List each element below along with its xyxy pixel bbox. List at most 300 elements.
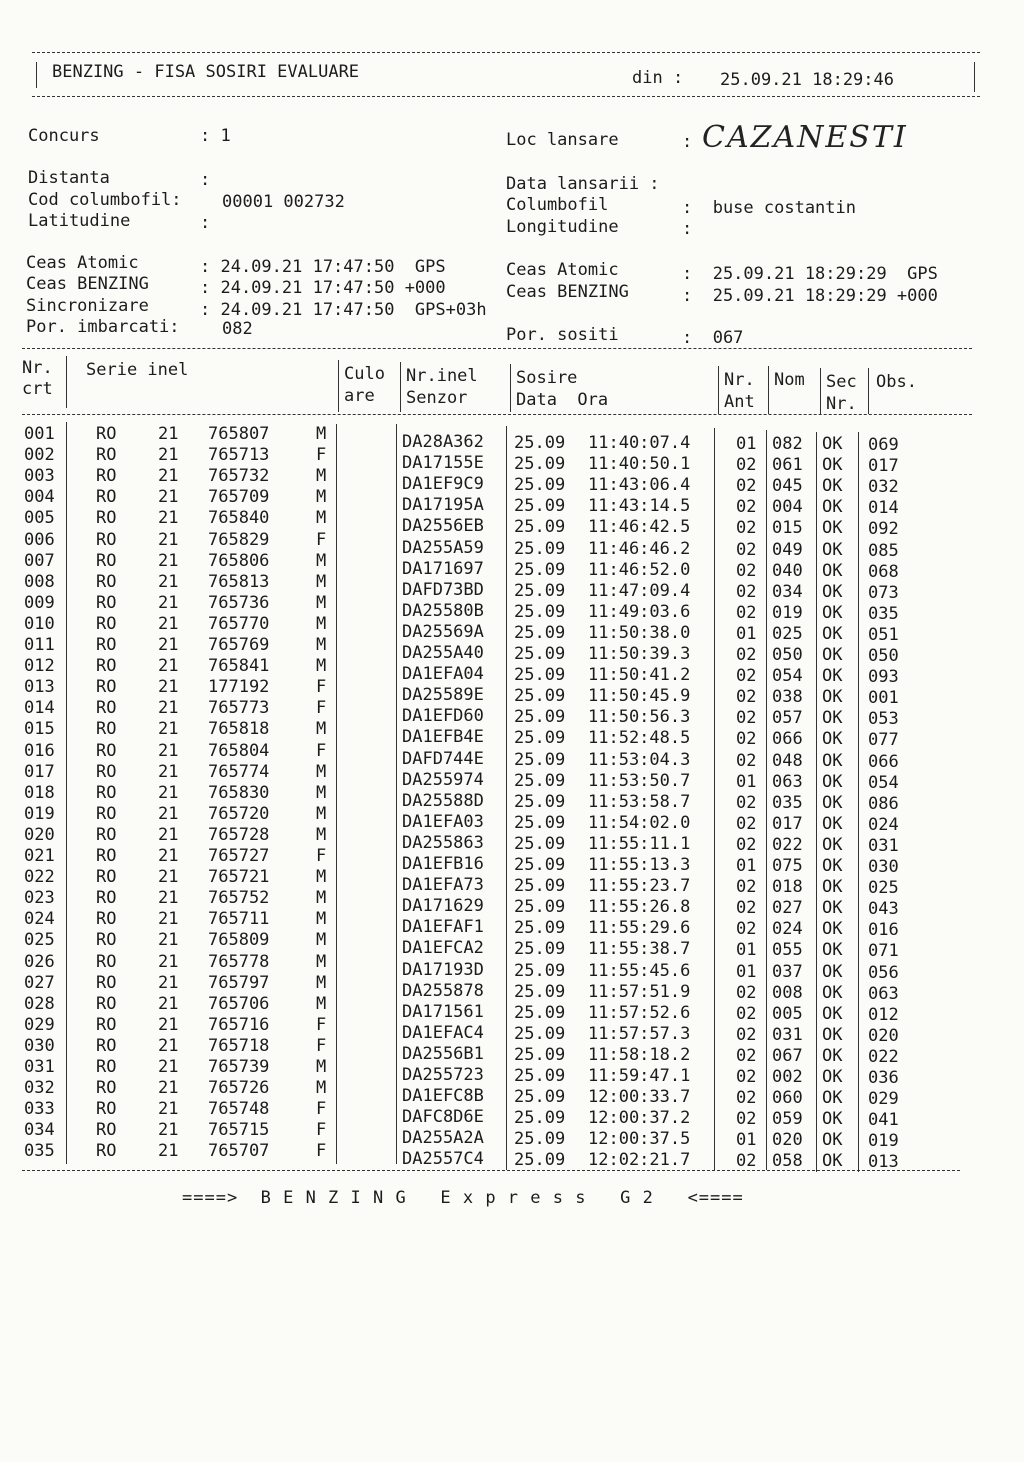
row-sex: M xyxy=(316,592,327,613)
row-nr: 022 xyxy=(24,867,55,888)
row-ora: 11:46:46.2 xyxy=(588,538,691,559)
row-nom: 057 xyxy=(772,708,803,729)
row-data: 25.09 xyxy=(514,454,566,475)
row-senzor: DA1EFAF1 xyxy=(402,917,484,938)
row-sec: OK xyxy=(822,940,843,961)
row-data: 25.09 xyxy=(514,918,566,939)
row-nom: 040 xyxy=(772,560,803,581)
row-inel: 765709 xyxy=(208,487,270,508)
row-ora: 11:47:09.4 xyxy=(588,580,691,601)
row-an: 21 xyxy=(158,824,179,845)
row-sex: M xyxy=(316,550,327,571)
row-tara: RO xyxy=(96,698,117,719)
row-tara: RO xyxy=(96,993,117,1014)
row-nr: 023 xyxy=(24,888,55,909)
row-sex: M xyxy=(316,951,327,972)
col-sep-culoare xyxy=(400,362,401,412)
row-an: 21 xyxy=(158,1078,179,1099)
ceas-atomic-left-value: : 24.09.21 17:47:50 GPS xyxy=(200,257,446,277)
row-ant: 02 xyxy=(736,982,757,1003)
row-an: 21 xyxy=(158,445,179,466)
row-obs: 025 xyxy=(868,878,899,899)
row-ora: 11:53:58.7 xyxy=(588,791,691,812)
table-row xyxy=(0,846,1024,877)
distanta-label: Distanta xyxy=(28,168,110,188)
columbofil-value: : buse costantin xyxy=(682,198,856,218)
row-senzor: DA1EFA73 xyxy=(402,875,484,896)
row-an: 21 xyxy=(158,951,179,972)
title-right-border xyxy=(974,62,975,92)
row-obs: 001 xyxy=(868,688,899,709)
row-data: 25.09 xyxy=(514,707,566,728)
row-tara: RO xyxy=(96,677,117,698)
row-senzor: DA25588D xyxy=(402,790,484,811)
row-nom: 027 xyxy=(772,898,803,919)
row-sex: M xyxy=(316,824,327,845)
row-nr: 030 xyxy=(24,1035,55,1056)
row-tara: RO xyxy=(96,529,117,550)
row-nr: 004 xyxy=(24,487,55,508)
row-tara: RO xyxy=(96,972,117,993)
row-ora: 11:40:50.1 xyxy=(588,454,691,475)
row-nom: 075 xyxy=(772,856,803,876)
row-an: 21 xyxy=(158,424,179,444)
row-tara: RO xyxy=(96,613,117,634)
col-sep-senzor xyxy=(510,364,511,412)
row-inel: 765769 xyxy=(208,635,270,655)
row-nr: 016 xyxy=(24,740,55,761)
row-nom: 008 xyxy=(772,982,803,1003)
row-nr: 012 xyxy=(24,656,55,677)
row-nr: 018 xyxy=(24,782,55,803)
row-senzor: DA171561 xyxy=(402,1001,484,1022)
row-sex: M xyxy=(316,613,327,634)
ceas-benzing-left-label: Ceas BENZING xyxy=(26,274,149,294)
row-sec: OK xyxy=(822,518,843,539)
row-nr: 011 xyxy=(24,635,55,655)
row-data: 25.09 xyxy=(514,855,566,875)
row-ant: 02 xyxy=(736,666,757,687)
title-bottom-rule xyxy=(32,96,980,97)
row-sec: OK xyxy=(822,476,843,497)
row-tara: RO xyxy=(96,740,117,761)
row-nom: 060 xyxy=(772,1088,803,1109)
row-sec: OK xyxy=(822,898,843,919)
row-sex: M xyxy=(316,487,327,508)
row-ora: 11:55:13.3 xyxy=(588,855,691,875)
row-ora: 11:53:04.3 xyxy=(588,749,691,770)
row-sex: F xyxy=(316,698,327,719)
por-imbarcati-label: Por. imbarcati: xyxy=(26,317,180,337)
row-nom: 002 xyxy=(772,1067,803,1087)
row-ant: 02 xyxy=(736,1003,757,1024)
latitudine-value: : xyxy=(200,213,211,233)
row-ant: 02 xyxy=(736,560,757,581)
row-nr: 014 xyxy=(24,698,55,719)
row-nom: 066 xyxy=(772,729,803,750)
din-value: 25.09.21 18:29:46 xyxy=(720,70,894,90)
row-nom: 019 xyxy=(772,602,803,623)
row-data: 25.09 xyxy=(514,1108,566,1129)
row-data: 25.09 xyxy=(514,1150,566,1171)
row-sec: OK xyxy=(822,877,843,898)
row-an: 21 xyxy=(158,529,179,550)
row-sex: F xyxy=(316,677,327,698)
row-ora: 11:59:47.1 xyxy=(588,1066,691,1086)
row-ora: 11:53:50.7 xyxy=(588,770,691,791)
row-inel: 765813 xyxy=(208,571,270,592)
header-culoare-line2: are xyxy=(344,386,375,406)
row-tara: RO xyxy=(96,909,117,930)
row-senzor: DAFD744E xyxy=(402,748,484,769)
header-nr-inel-line1: Nr.inel xyxy=(406,366,478,386)
row-ora: 11:54:02.0 xyxy=(588,812,691,833)
header-sosire-line1: Sosire xyxy=(516,368,578,388)
row-sex: M xyxy=(316,867,327,888)
row-inel: 765773 xyxy=(208,698,270,719)
row-tara: RO xyxy=(96,1099,117,1120)
header-nr-crt-line1: Nr. xyxy=(22,358,53,378)
row-obs: 016 xyxy=(868,920,899,941)
row-an: 21 xyxy=(158,571,179,592)
row-sec: OK xyxy=(822,771,843,792)
row-nr: 006 xyxy=(24,529,55,550)
row-nom: 048 xyxy=(772,750,803,771)
row-obs: 029 xyxy=(868,1089,899,1110)
row-senzor: DA1EFA03 xyxy=(402,811,484,832)
row-sec: OK xyxy=(822,1151,843,1172)
row-ant: 01 xyxy=(736,1130,757,1151)
table-row xyxy=(0,635,1024,666)
row-data: 25.09 xyxy=(514,1066,566,1086)
row-obs: 035 xyxy=(868,603,899,624)
row-inel: 765721 xyxy=(208,867,270,888)
row-inel: 765804 xyxy=(208,740,270,761)
row-senzor: DA171697 xyxy=(402,558,484,579)
row-data: 25.09 xyxy=(514,1023,566,1044)
row-obs: 056 xyxy=(868,962,899,983)
row-nom: 063 xyxy=(772,771,803,792)
row-senzor: DA1EFB4E xyxy=(402,727,484,748)
row-tara: RO xyxy=(96,951,117,972)
row-obs: 073 xyxy=(868,582,899,603)
row-ant: 02 xyxy=(736,877,757,898)
row-an: 21 xyxy=(158,656,179,677)
row-ora: 11:46:52.0 xyxy=(588,559,691,580)
loc-lansare-label: Loc lansare xyxy=(506,130,619,150)
row-senzor: DA17193D xyxy=(402,959,484,980)
row-an: 21 xyxy=(158,993,179,1014)
row-data: 25.09 xyxy=(514,812,566,833)
row-ant: 02 xyxy=(736,813,757,834)
row-nr: 025 xyxy=(24,930,55,951)
row-sec: OK xyxy=(822,623,843,644)
title-top-rule xyxy=(32,52,980,53)
row-sec: OK xyxy=(822,834,843,855)
row-data: 25.09 xyxy=(514,559,566,580)
row-obs: 043 xyxy=(868,899,899,920)
table-row xyxy=(0,424,1024,455)
row-sex: F xyxy=(316,1014,327,1035)
din-label: din : xyxy=(632,68,684,88)
row-senzor: DA1EFCA2 xyxy=(402,938,484,959)
header-nom: Nom xyxy=(774,370,805,390)
row-sex: M xyxy=(316,803,327,824)
row-data: 25.09 xyxy=(514,1044,566,1065)
row-nr: 026 xyxy=(24,951,55,972)
row-ora: 11:55:26.8 xyxy=(588,897,691,918)
row-tara: RO xyxy=(96,1057,117,1077)
row-sex: M xyxy=(316,761,327,782)
row-inel: 765726 xyxy=(208,1078,270,1099)
row-obs: 068 xyxy=(868,561,899,582)
row-ora: 11:50:45.9 xyxy=(588,686,691,707)
row-sec: OK xyxy=(822,539,843,560)
row-inel: 765774 xyxy=(208,761,270,782)
row-senzor: DA255A59 xyxy=(402,537,484,558)
sincronizare-label: Sincronizare xyxy=(26,296,149,316)
por-sositi-label: Por. sositi xyxy=(506,325,619,345)
row-sex: F xyxy=(316,740,327,761)
ceas-atomic-right-value: : 25.09.21 18:29:29 GPS xyxy=(682,264,938,284)
header-nr-inel-line2: Senzor xyxy=(406,388,468,408)
row-senzor: DA255878 xyxy=(402,980,484,1001)
row-data: 25.09 xyxy=(514,517,566,538)
por-sositi-value: : 067 xyxy=(682,328,744,348)
row-sec: OK xyxy=(822,1067,843,1087)
row-nr: 024 xyxy=(24,909,55,930)
row-ant: 02 xyxy=(736,750,757,771)
row-nom: 015 xyxy=(772,518,803,539)
header-obs: Obs. xyxy=(876,372,917,392)
row-ant: 02 xyxy=(736,1067,757,1087)
row-sex: M xyxy=(316,888,327,909)
row-sex: F xyxy=(316,529,327,550)
row-nr: 007 xyxy=(24,550,55,571)
row-nr: 027 xyxy=(24,972,55,993)
row-ant: 02 xyxy=(736,708,757,729)
row-ant: 01 xyxy=(736,961,757,982)
header-culoare-line1: Culo xyxy=(344,364,385,384)
row-ora: 11:57:52.6 xyxy=(588,1002,691,1023)
row-senzor: DA1EFC8B xyxy=(402,1086,484,1107)
header-nr-crt-line2: crt xyxy=(22,379,53,399)
row-data: 25.09 xyxy=(514,876,566,897)
row-data: 25.09 xyxy=(514,622,566,643)
row-tara: RO xyxy=(96,466,117,487)
row-tara: RO xyxy=(96,867,117,888)
row-nr: 020 xyxy=(24,824,55,845)
row-ant: 02 xyxy=(736,539,757,560)
row-tara: RO xyxy=(96,445,117,466)
row-ant: 02 xyxy=(736,1109,757,1130)
ceas-atomic-right-label: Ceas Atomic xyxy=(506,260,619,280)
row-ora: 11:57:51.9 xyxy=(588,981,691,1002)
row-senzor: DA255A2A xyxy=(402,1128,484,1149)
row-senzor: DA2556B1 xyxy=(402,1043,484,1064)
row-tara: RO xyxy=(96,930,117,951)
row-senzor: DA1EF9C9 xyxy=(402,474,484,495)
row-an: 21 xyxy=(158,740,179,761)
row-inel: 765720 xyxy=(208,803,270,824)
document-title: BENZING - FISA SOSIRI EVALUARE xyxy=(52,62,360,82)
row-tara: RO xyxy=(96,424,117,444)
row-sec: OK xyxy=(822,602,843,623)
row-an: 21 xyxy=(158,1057,179,1077)
row-sec: OK xyxy=(822,813,843,834)
row-sec: OK xyxy=(822,455,843,476)
row-sex: M xyxy=(316,782,327,803)
row-inel: 765809 xyxy=(208,930,270,951)
row-tara: RO xyxy=(96,846,117,866)
row-inel: 765830 xyxy=(208,782,270,803)
row-ora: 11:52:48.5 xyxy=(588,728,691,749)
row-inel: 765807 xyxy=(208,424,270,444)
row-sec: OK xyxy=(822,919,843,940)
row-tara: RO xyxy=(96,824,117,845)
row-tara: RO xyxy=(96,550,117,571)
ceas-benzing-right-label: Ceas BENZING xyxy=(506,282,629,302)
row-sex: M xyxy=(316,972,327,993)
row-nr: 032 xyxy=(24,1078,55,1099)
row-ora: 11:43:06.4 xyxy=(588,475,691,496)
row-sex: F xyxy=(316,1141,327,1162)
row-an: 21 xyxy=(158,1014,179,1035)
row-senzor: DA1EFD60 xyxy=(402,706,484,727)
header-nr-ant-line1: Nr. xyxy=(724,370,755,390)
row-nom: 034 xyxy=(772,581,803,602)
row-data: 25.09 xyxy=(514,433,566,453)
row-data: 25.09 xyxy=(514,939,566,960)
row-obs: 022 xyxy=(868,1046,899,1067)
row-ora: 11:50:38.0 xyxy=(588,622,691,643)
row-nom: 045 xyxy=(772,476,803,497)
row-obs: 030 xyxy=(868,857,899,877)
row-senzor: DAFC8D6E xyxy=(402,1107,484,1128)
row-sex: M xyxy=(316,571,327,592)
row-an: 21 xyxy=(158,613,179,634)
row-sex: M xyxy=(316,424,327,444)
row-inel: 765713 xyxy=(208,445,270,466)
row-nr: 028 xyxy=(24,993,55,1014)
col-sep-nr xyxy=(66,356,67,408)
row-ant: 02 xyxy=(736,497,757,518)
row-ora: 12:00:37.5 xyxy=(588,1129,691,1150)
row-sec: OK xyxy=(822,750,843,771)
row-ant: 02 xyxy=(736,476,757,497)
row-an: 21 xyxy=(158,1099,179,1120)
row-tara: RO xyxy=(96,782,117,803)
row-ant: 02 xyxy=(736,455,757,476)
row-obs: 071 xyxy=(868,941,899,962)
row-data: 25.09 xyxy=(514,833,566,854)
row-obs: 031 xyxy=(868,835,899,856)
ceas-atomic-left-label: Ceas Atomic xyxy=(26,253,139,273)
row-ant: 02 xyxy=(736,581,757,602)
row-an: 21 xyxy=(158,1141,179,1162)
row-obs: 012 xyxy=(868,1004,899,1025)
header-sec-line2: Nr. xyxy=(826,394,857,414)
row-inel: 765841 xyxy=(208,656,270,677)
row-ora: 11:40:07.4 xyxy=(588,433,691,453)
row-nom: 017 xyxy=(772,813,803,834)
latitudine-label: Latitudine xyxy=(28,211,131,231)
col-sep-nom xyxy=(820,368,821,414)
row-nr: 001 xyxy=(24,424,55,444)
distanta-value: : xyxy=(200,170,211,190)
row-an: 21 xyxy=(158,1035,179,1056)
row-sex: F xyxy=(316,846,327,866)
row-data: 25.09 xyxy=(514,475,566,496)
row-sec: OK xyxy=(822,982,843,1003)
longitudine-value: : xyxy=(682,219,693,239)
row-data: 25.09 xyxy=(514,496,566,517)
row-senzor: DA25569A xyxy=(402,621,484,642)
row-inel: 765770 xyxy=(208,613,270,634)
loc-lansare-colon: : xyxy=(682,132,693,152)
row-sex: M xyxy=(316,1078,327,1099)
row-ant: 02 xyxy=(736,1045,757,1066)
data-lansarii-label: Data lansarii : xyxy=(506,174,660,194)
row-nom: 055 xyxy=(772,940,803,961)
row-nr: 034 xyxy=(24,1120,55,1141)
row-tara: RO xyxy=(96,571,117,592)
row-sec: OK xyxy=(822,645,843,665)
row-sec: OK xyxy=(822,434,843,454)
row-an: 21 xyxy=(158,550,179,571)
row-nr: 009 xyxy=(24,592,55,613)
row-ora: 11:55:29.6 xyxy=(588,918,691,939)
row-inel: 765752 xyxy=(208,888,270,909)
row-obs: 077 xyxy=(868,730,899,751)
row-data: 25.09 xyxy=(514,981,566,1002)
row-data: 25.09 xyxy=(514,1002,566,1023)
sincronizare-value: : 24.09.21 17:47:50 GPS+03h xyxy=(200,300,487,320)
row-nom: 067 xyxy=(772,1045,803,1066)
row-inel: 765711 xyxy=(208,909,270,930)
row-inel: 765736 xyxy=(208,592,270,613)
row-ora: 11:50:39.3 xyxy=(588,644,691,664)
row-ant: 02 xyxy=(736,602,757,623)
row-sex: M xyxy=(316,909,327,930)
row-nr: 005 xyxy=(24,508,55,529)
row-nr: 015 xyxy=(24,719,55,740)
row-data: 25.09 xyxy=(514,580,566,601)
row-obs: 019 xyxy=(868,1131,899,1152)
cod-columbofil-label: Cod columbofil: xyxy=(28,190,182,210)
row-an: 21 xyxy=(158,867,179,888)
por-imbarcati-value: 082 xyxy=(222,319,253,339)
row-inel: 765797 xyxy=(208,972,270,993)
row-data: 25.09 xyxy=(514,644,566,664)
row-data: 25.09 xyxy=(514,1087,566,1108)
row-nom: 020 xyxy=(772,1130,803,1151)
row-ant: 01 xyxy=(736,940,757,961)
row-sec: OK xyxy=(822,1130,843,1151)
row-ant: 02 xyxy=(736,1088,757,1109)
row-tara: RO xyxy=(96,1141,117,1162)
row-nr: 033 xyxy=(24,1099,55,1120)
table-row xyxy=(0,1057,1024,1088)
row-tara: RO xyxy=(96,508,117,529)
row-nom: 058 xyxy=(772,1151,803,1172)
row-senzor: DA17155E xyxy=(402,453,484,474)
row-ant: 02 xyxy=(736,792,757,813)
row-ant: 01 xyxy=(736,771,757,792)
row-senzor: DA28A362 xyxy=(402,432,484,452)
row-obs: 063 xyxy=(868,983,899,1004)
row-data: 25.09 xyxy=(514,749,566,770)
